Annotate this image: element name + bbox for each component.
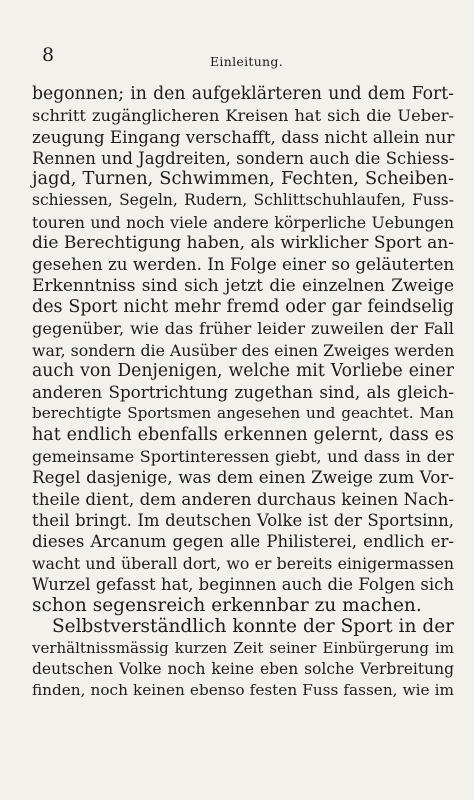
text-line: Selbstverständlich konnte der Sport in der bbox=[52, 616, 454, 638]
page-header bbox=[32, 44, 454, 84]
text-line: gesehen zu werden. In Folge einer so geläuterten bbox=[32, 254, 455, 275]
text-line: wacht und überall dort, wo er bereits einigermassen bbox=[32, 553, 454, 573]
text-line: Erkenntniss sind sich jetzt die einzelnen Zweige bbox=[32, 275, 454, 296]
text-line: schritt zugänglicheren Kreisen hat sich die Ueber- bbox=[32, 106, 454, 126]
text-line: begonnen; in den aufgeklärteren und dem Fort- bbox=[32, 84, 454, 104]
text-line: berechtigte Sportsmen angesehen und geachtet. Man bbox=[32, 404, 454, 423]
text-line: Wurzel gefasst hat, beginnen auch die Folgen sich bbox=[32, 574, 454, 594]
text-line: schon segensreich erkennbar zu machen. bbox=[32, 595, 422, 617]
running-head: Einleitung. bbox=[210, 54, 283, 69]
text-line: hat endlich ebenfalls erkennen gelernt, dass es bbox=[32, 424, 454, 445]
text-line: Regel dasjenige, was dem einen Zweige zum Vor- bbox=[32, 467, 454, 488]
text-line: war, sondern die Ausüber des einen Zweiges werden bbox=[32, 340, 455, 360]
text-line: schiessen, Segeln, Rudern, Schlittschuhlaufen, Fuss- bbox=[32, 191, 454, 210]
text-line: finden, noch keinen ebenso festen Fuss fassen, wie im bbox=[32, 681, 454, 700]
text-line: auch von Denjenigen, welche mit Vorliebe einer bbox=[32, 360, 454, 381]
text-line: Rennen und Jagdreiten, sondern auch die Schiess- bbox=[32, 148, 455, 168]
text-line: deutschen Volke noch keine eben solche Verbreitung bbox=[32, 660, 454, 679]
body-text bbox=[32, 84, 454, 702]
text-line: dieses Arcanum gegen alle Philisterei, endlich er- bbox=[32, 532, 454, 552]
text-line: anderen Sportrichtung zugethan sind, als gleich- bbox=[32, 382, 454, 403]
page-number: 8 bbox=[42, 44, 55, 66]
text-line: gemeinsame Sportinteressen giebt, und dass in der bbox=[32, 447, 454, 467]
text-line: jagd, Turnen, Schwimmen, Fechten, Scheiben- bbox=[32, 169, 454, 190]
text-line: gegenüber, wie das früher leider zuweilen der Fall bbox=[32, 319, 454, 339]
text-line: zeugung Eingang verschafft, dass nicht allein nur bbox=[32, 126, 455, 147]
text-line: die Berechtigung haben, als wirklicher Sport an- bbox=[32, 233, 454, 254]
text-line: touren und noch viele andere körperliche Uebungen bbox=[32, 212, 454, 232]
text-line: des Sport nicht mehr fremd oder gar feindselig bbox=[32, 296, 454, 317]
text-line: theile dient, dem anderen durchaus keinen Nach- bbox=[32, 488, 454, 509]
text-line: verhältnissmässig kurzen Zeit seiner Einbürgerung im bbox=[32, 638, 454, 657]
text-line: theil bringt. Im deutschen Volke ist der Sportsinn, bbox=[32, 510, 454, 530]
